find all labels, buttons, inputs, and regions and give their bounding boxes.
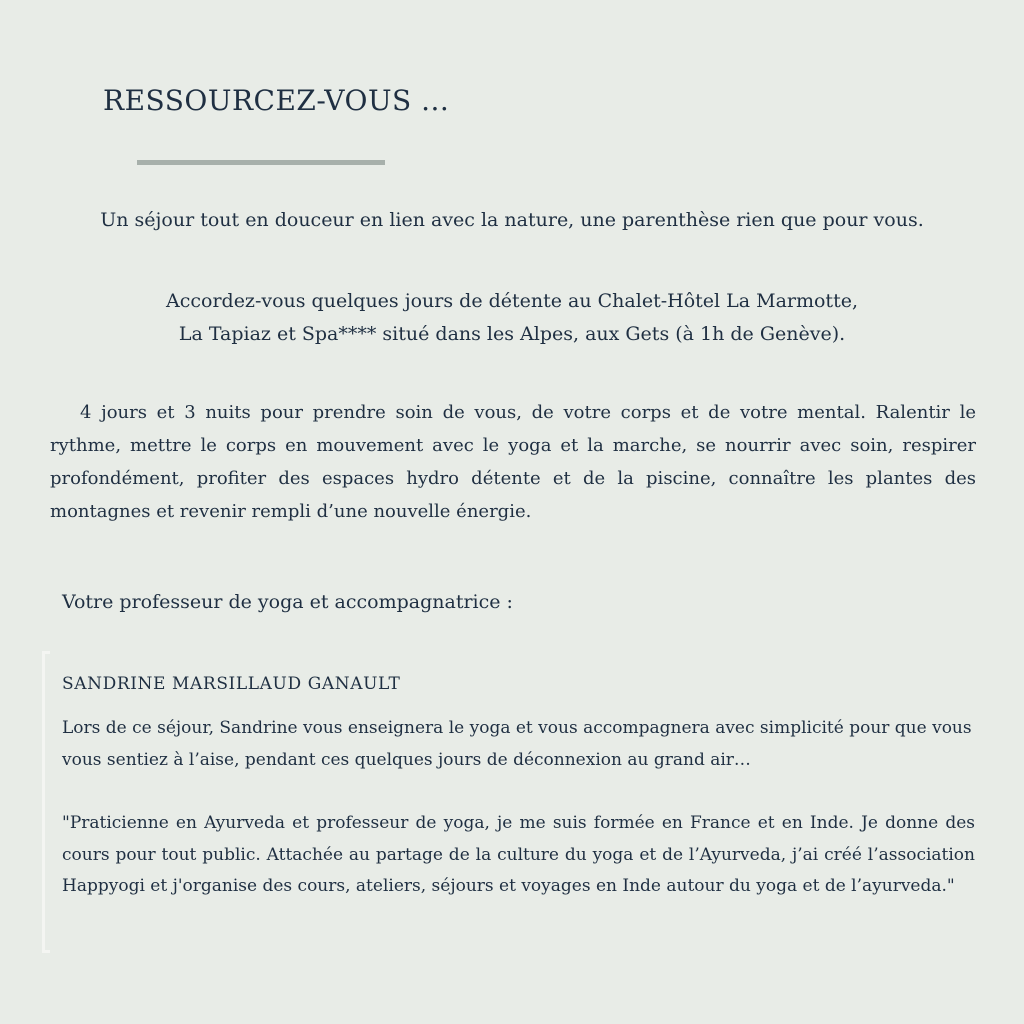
teacher-name: SANDRINE MARSILLAUD GANAULT — [62, 674, 401, 694]
teacher-description: Lors de ce séjour, Sandrine vous enseignera le yoga et vous accompagnera avec simplicité pour que vous vous sentiez à l’aise, pendant ces quelques jours de déconnexion au grand air… — [62, 718, 972, 770]
teacher-quote: "Praticienne en Ayurveda et professeur de yoga, je me suis formée en France et en Inde. Je donne des cours pour tout public. Attachée au partage de la culture du yoga et de l’Ayurveda, j’ai créé l’association Happyogi et j'organise des cours, ateliers, séjours et voyages en Inde autour du yoga et de l’ayurveda." — [62, 813, 975, 896]
bio-bracket-decoration — [42, 651, 50, 953]
teacher-heading: Votre professeur de yoga et accompagnatrice : — [62, 591, 513, 613]
location-line-2: La Tapiaz et Spa**** situé dans les Alpes, aux Gets (à 1h de Genève). — [178, 323, 846, 345]
program-text: 4 jours et 3 nuits pour prendre soin de vous, de votre corps et de votre mental. Ralentir le rythme, mettre le corps en mouvement avec le yoga et la marche, se nourrir avec soin, respirer profondément, profiter des espaces hydro détente et de la piscine, connaître les plantes des montagnes et revenir rempli d’une nouvelle énergie. — [50, 402, 976, 522]
page-title: RESSOURCEZ-VOUS ... — [103, 84, 450, 117]
program-paragraph — [50, 396, 976, 528]
title-underline — [137, 160, 385, 165]
location-line-1: Accordez-vous quelques jours de détente au Chalet-Hôtel La Marmotte, — [166, 290, 858, 312]
location-paragraph — [40, 285, 984, 351]
intro-paragraph: Un séjour tout en douceur en lien avec la nature, une parenthèse rien que pour vous. — [100, 209, 924, 231]
